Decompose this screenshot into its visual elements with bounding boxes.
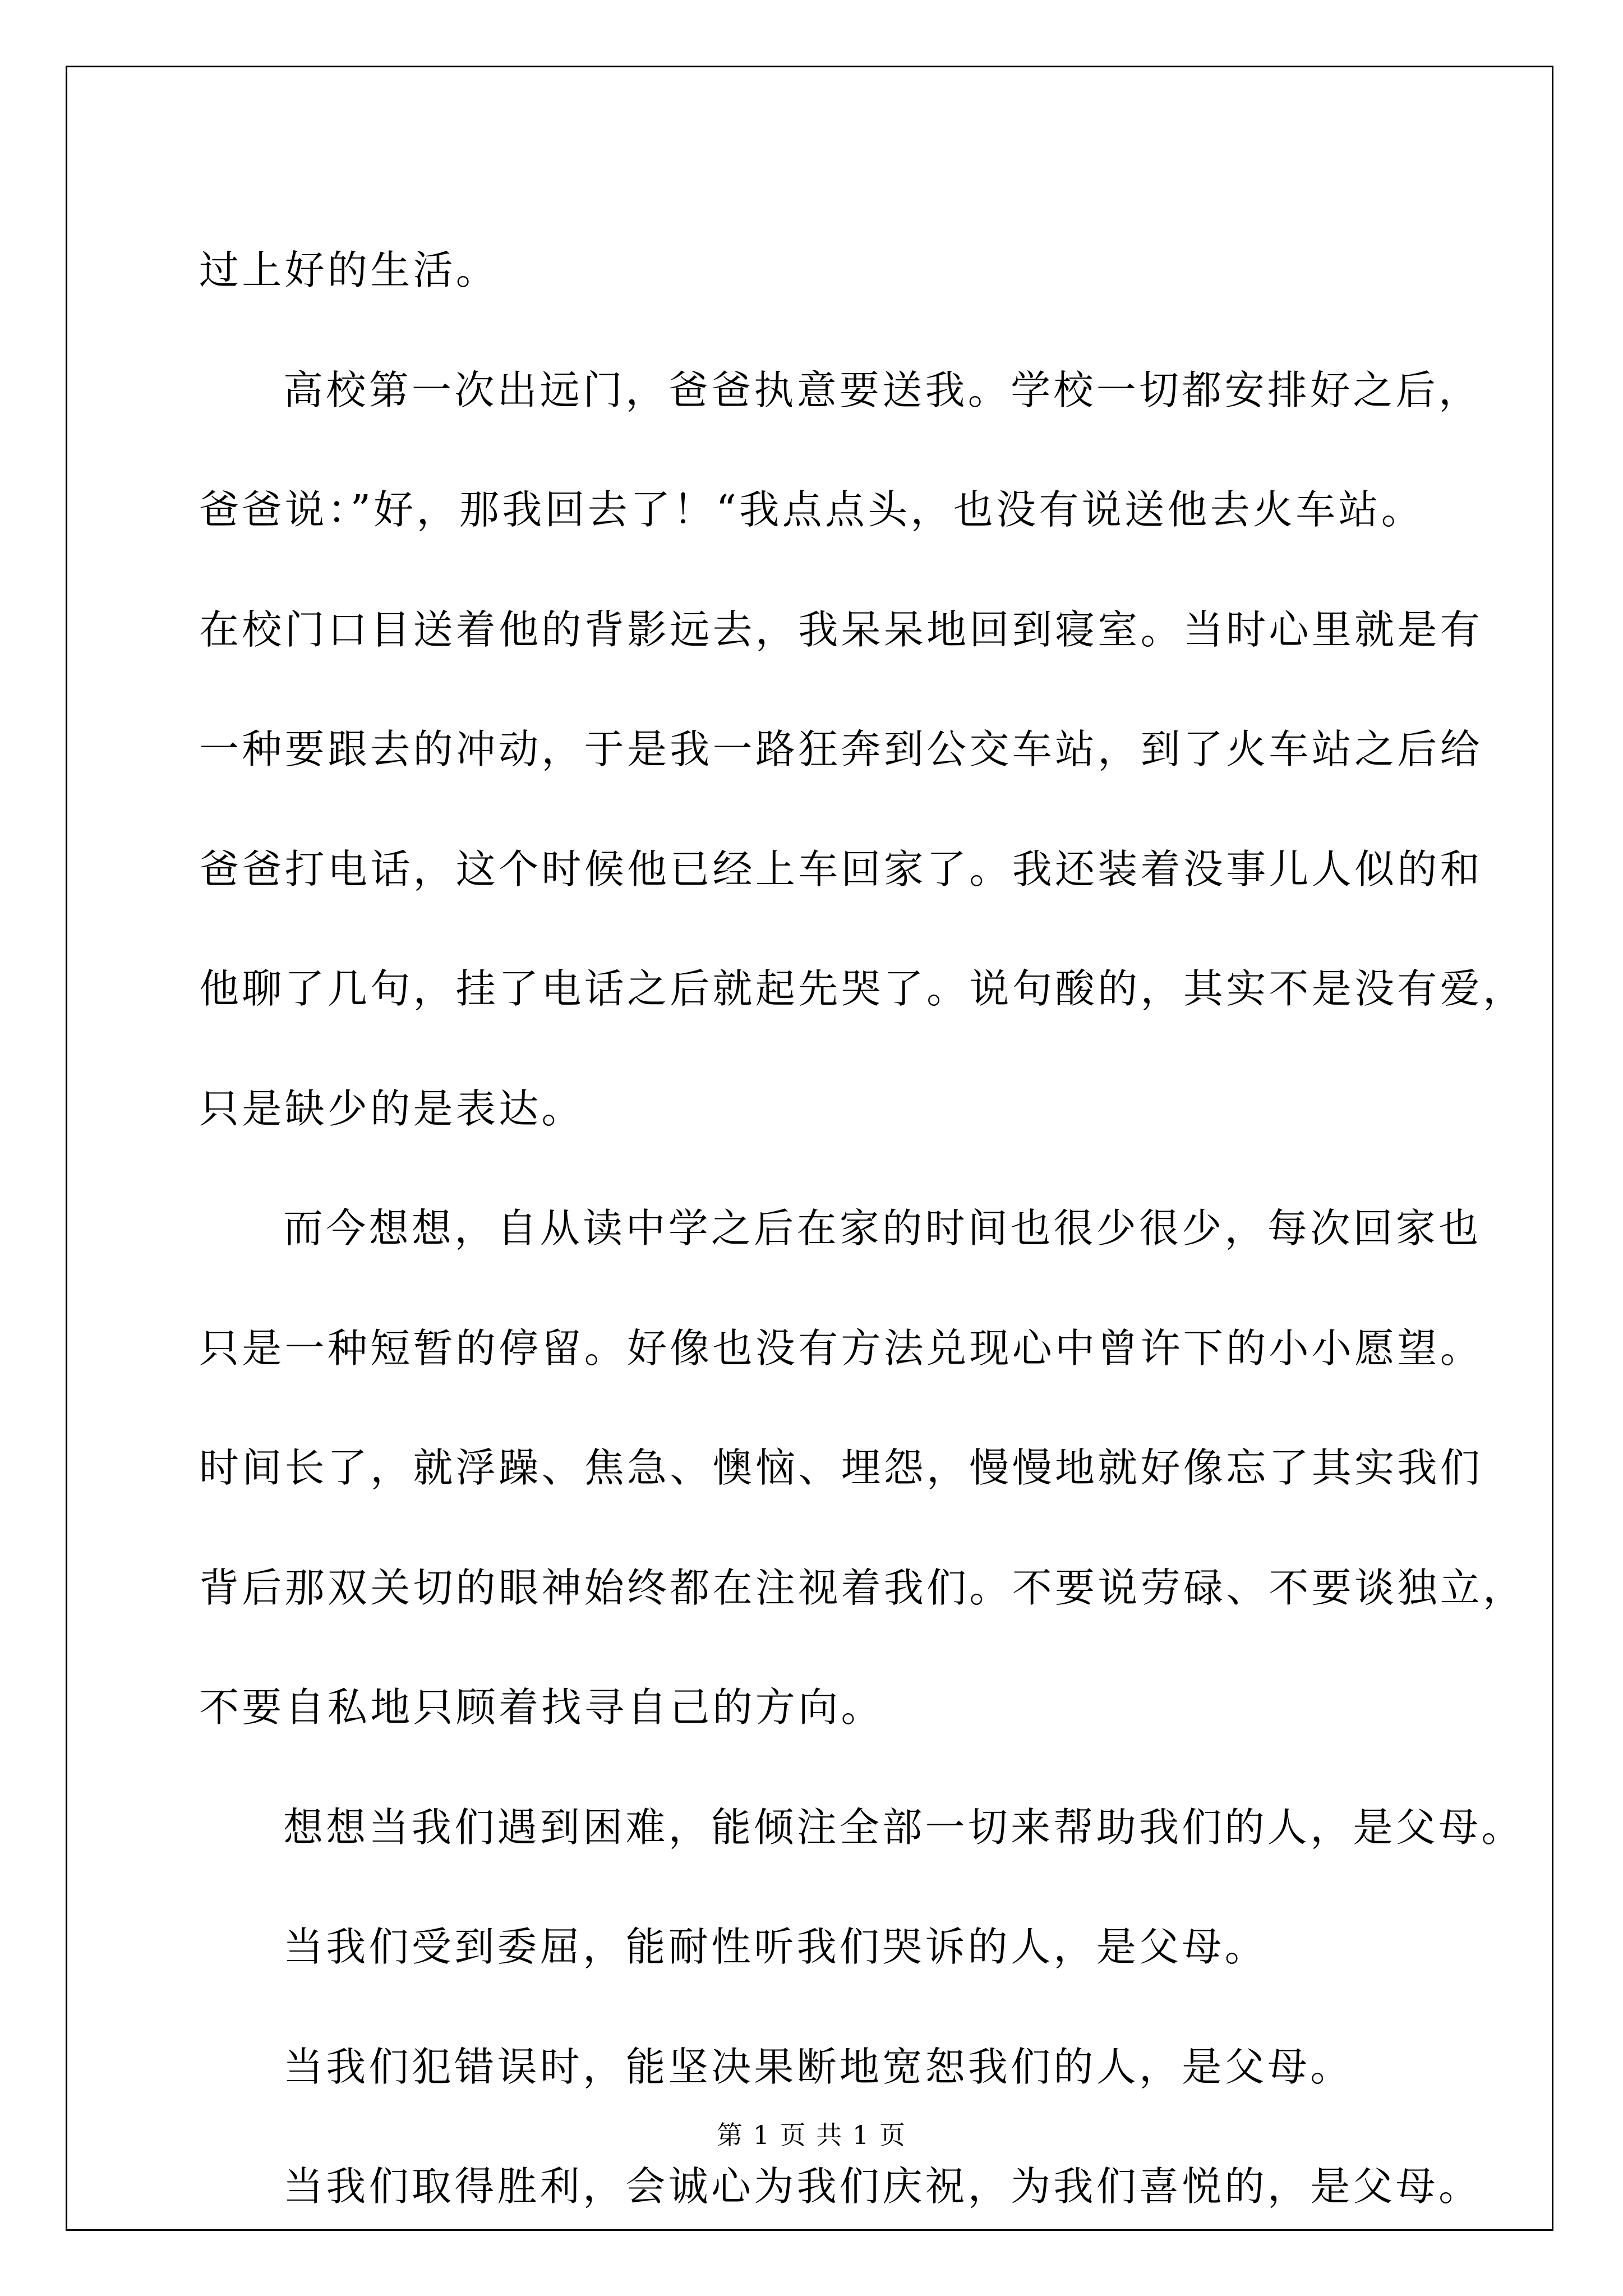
text-line-11: 时间长了，就浮躁、焦急、懊恼、埋怨，慢慢地就好像忘了其实我们	[199, 1444, 1483, 1491]
text-line-1: 过上好的生活。	[199, 247, 499, 293]
text-line-10: 只是一种短暂的停留。好像也没有方法兑现心中曾许下的小小愿望。	[199, 1324, 1483, 1372]
text-line-8: 只是缺少的是表达。	[199, 1085, 584, 1132]
text-line-4: 在校门口目送着他的背影远去，我呆呆地回到寝室。当时心里就是有	[199, 606, 1483, 653]
text-line-15: 当我们受到委屈，能耐性听我们哭诉的人，是父母。	[283, 1924, 1267, 1970]
text-line-2: 高校第一次出远门，爸爸执意要送我。学校一切都安排好之后，	[283, 366, 1482, 413]
page-number: 第 1 页 共 1 页	[717, 2120, 906, 2150]
text-line-14: 想想当我们遇到困难，能倾注全部一切来帮助我们的人，是父母。	[283, 1803, 1524, 1851]
text-line-3: 爸爸说：”好，那我回去了！“我点点头，也没有说送他去火车站。	[199, 486, 1424, 533]
document-body	[199, 210, 1526, 2247]
text-line-12: 背后那双关切的眼神始终都在注视着我们。不要说劳碌、不要谈独立，	[199, 1564, 1526, 1611]
text-line-6: 爸爸打电话，这个时候他已经上车回家了。我还装着没事儿人似的和	[199, 845, 1483, 892]
text-line-7: 他聊了几句，挂了电话之后就起先哭了。说句酸的，其实不是没有爱，	[199, 965, 1526, 1012]
text-line-16: 当我们犯错误时，能坚决果断地宽恕我们的人，是父母。	[283, 2043, 1353, 2090]
text-line-9: 而今想想，自从读中学之后在家的时间也很少很少，每次回家也	[283, 1205, 1482, 1251]
text-line-17: 当我们取得胜利，会诚心为我们庆祝，为我们喜悦的，是父母。	[283, 2163, 1482, 2210]
text-line-5: 一种要跟去的冲动，于是我一路狂奔到公交车站，到了火车站之后给	[199, 726, 1483, 772]
text-line-13: 不要自私地只顾着找寻自己的方向。	[199, 1684, 884, 1731]
